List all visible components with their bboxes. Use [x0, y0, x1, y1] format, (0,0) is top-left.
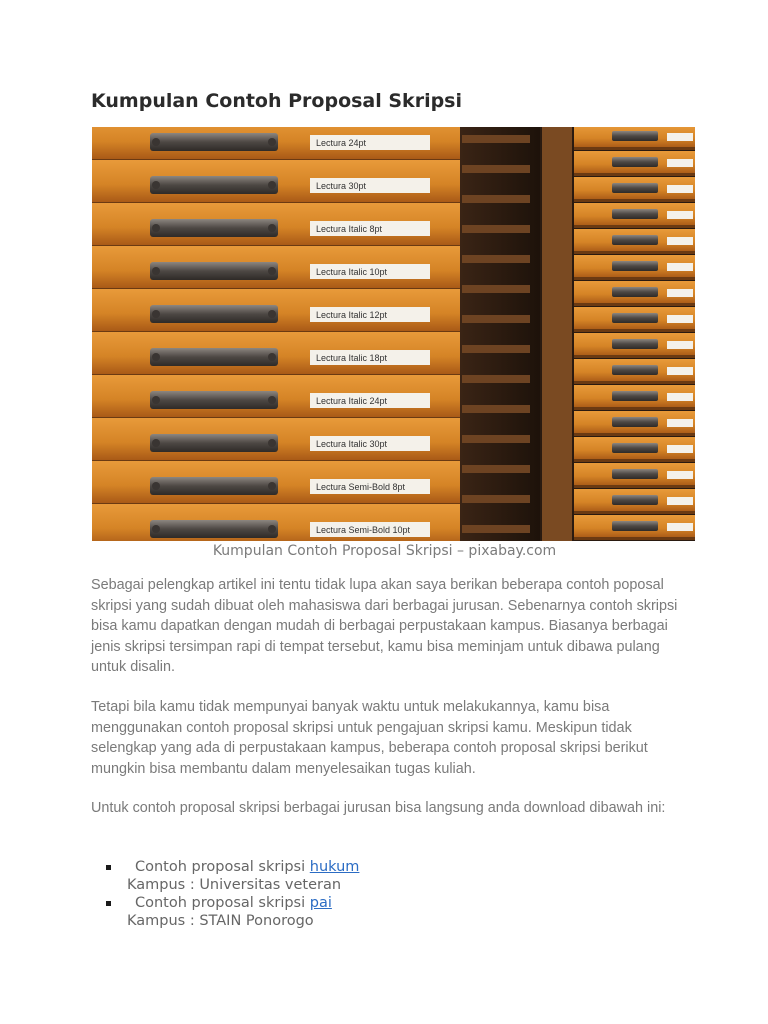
download-list [106, 858, 666, 930]
handle [150, 176, 278, 194]
handle [612, 443, 658, 453]
drawer-label [667, 341, 693, 349]
list-item-prefix: Contoh proposal skripsi [135, 859, 310, 875]
drawer-label [667, 393, 693, 401]
drawer [92, 246, 462, 293]
handle [150, 348, 278, 366]
slat [462, 195, 530, 203]
handle [612, 313, 658, 323]
handle [612, 235, 658, 245]
list-item-campus: Kampus : STAIN Ponorogo [127, 913, 314, 929]
drawer-label-text: Lectura Italic 12pt [316, 310, 388, 320]
drawer-label-text: Lectura Italic 18pt [316, 353, 388, 363]
small-drawer [574, 437, 695, 462]
slat [462, 165, 530, 173]
paragraph-2: Tetapi bila kamu tidak mempunyai banyak waktu untuk melakukannya, kamu bisa menggunakan contoh proposal skripsi untuk pengajuan skripsi kamu. Meskipun tidak selengkap yang ada di perpustakaan kampus, beberapa contoh proposal skripsi berikut mungkin bisa membantu dalam menyelesaikan tugas kuliah. [91, 699, 648, 777]
handle [150, 219, 278, 237]
drawer [92, 504, 462, 541]
slat [462, 405, 530, 413]
drawer-label-text: Lectura Semi-Bold 10pt [316, 525, 411, 535]
drawer-label [667, 289, 693, 297]
small-drawer [574, 127, 695, 150]
bullet-icon [106, 901, 111, 906]
slat [462, 435, 530, 443]
slat [462, 465, 530, 473]
handle [612, 339, 658, 349]
cabinet-post [542, 127, 572, 541]
drawer-label [667, 315, 693, 323]
drawer [92, 127, 462, 164]
list-item-campus: Kampus : Universitas veteran [127, 877, 342, 893]
handle [150, 262, 278, 280]
handle [612, 417, 658, 427]
small-drawer [574, 151, 695, 176]
slat [462, 285, 530, 293]
slat [462, 225, 530, 233]
handle [612, 287, 658, 297]
small-drawer [574, 385, 695, 410]
slat [462, 495, 530, 503]
image-caption: Kumpulan Contoh Proposal Skripsi – pixabay.com [212, 543, 557, 559]
slat [462, 135, 530, 143]
drawer-label [667, 367, 693, 375]
handle [612, 261, 658, 271]
drawer [92, 332, 462, 379]
small-drawer [574, 411, 695, 436]
drawer [92, 418, 462, 465]
slat [462, 345, 530, 353]
drawer-label [667, 237, 693, 245]
drawer-label [667, 159, 693, 167]
drawer-label-text: Lectura 24pt [316, 138, 367, 148]
drawer-label-text: Lectura Italic 24pt [316, 396, 388, 406]
slat [462, 255, 530, 263]
drawer [92, 160, 462, 207]
handle [150, 434, 278, 452]
handle [612, 469, 658, 479]
small-drawer [574, 489, 695, 514]
drawer-label [667, 497, 693, 505]
drawer-label [667, 419, 693, 427]
type-cabinet-illustration [92, 127, 695, 541]
handle [612, 365, 658, 375]
link-hukum[interactable]: hukum [309, 859, 360, 875]
drawer [92, 289, 462, 336]
handle [150, 520, 278, 538]
small-drawer [574, 203, 695, 228]
handle [612, 209, 658, 219]
drawer [92, 375, 462, 422]
small-drawer [574, 359, 695, 384]
handle [612, 131, 658, 141]
handle [612, 183, 658, 193]
cabinet-gap [460, 127, 540, 541]
drawer-label-text: Lectura 30pt [316, 181, 367, 191]
list-item [106, 894, 666, 930]
drawer-label [667, 185, 693, 193]
small-drawer [574, 515, 695, 540]
small-drawer [574, 177, 695, 202]
handle [150, 477, 278, 495]
type-cabinet-photo [92, 127, 695, 541]
handle [612, 391, 658, 401]
drawer [92, 203, 462, 250]
drawer-label-text: Lectura Semi-Bold 8pt [316, 482, 406, 492]
drawer-label [667, 471, 693, 479]
drawer [92, 461, 462, 508]
article-title: Kumpulan Contoh Proposal Skripsi [91, 90, 463, 112]
small-drawer [574, 255, 695, 280]
drawer-label-text: Lectura Italic 30pt [316, 439, 388, 449]
small-drawer [574, 307, 695, 332]
drawer-label-text: Lectura Italic 10pt [316, 267, 388, 277]
list-item [106, 858, 666, 894]
drawer-label [667, 211, 693, 219]
handle [612, 495, 658, 505]
handle [150, 391, 278, 409]
drawer-label [667, 523, 693, 531]
handle [150, 133, 278, 151]
drawer-label [667, 445, 693, 453]
paragraph-1: Sebagai pelengkap artikel ini tentu tidak lupa akan saya berikan beberapa contoh poposal skripsi yang sudah dibuat oleh mahasiswa dari berbagai jurusan. Sebenarnya contoh skripsi bisa kamu dapatkan dengan mudah di berbagai perpustakaan kampus. Biasanya berbagai jenis skripsi tersimpan rapi di tempat tersebut, kamu bisa meminjam untuk dibawa pulang untuk disalin. [91, 577, 678, 675]
bullet-icon [106, 865, 111, 870]
slat [462, 525, 530, 533]
small-drawer [574, 463, 695, 488]
drawer-label-text: Lectura Italic 8pt [316, 224, 383, 234]
link-pai[interactable]: pai [309, 895, 332, 911]
slat [462, 375, 530, 383]
small-drawer [574, 281, 695, 306]
paragraph-3: Untuk contoh proposal skripsi berbagai jurusan bisa langsung anda download dibawah ini: [91, 800, 666, 816]
list-item-prefix: Contoh proposal skripsi [135, 895, 310, 911]
small-drawer [574, 333, 695, 358]
drawer-label [667, 263, 693, 271]
slat [462, 315, 530, 323]
handle [612, 157, 658, 167]
drawer-label [667, 133, 693, 141]
handle [150, 305, 278, 323]
handle [612, 521, 658, 531]
small-drawer [574, 229, 695, 254]
